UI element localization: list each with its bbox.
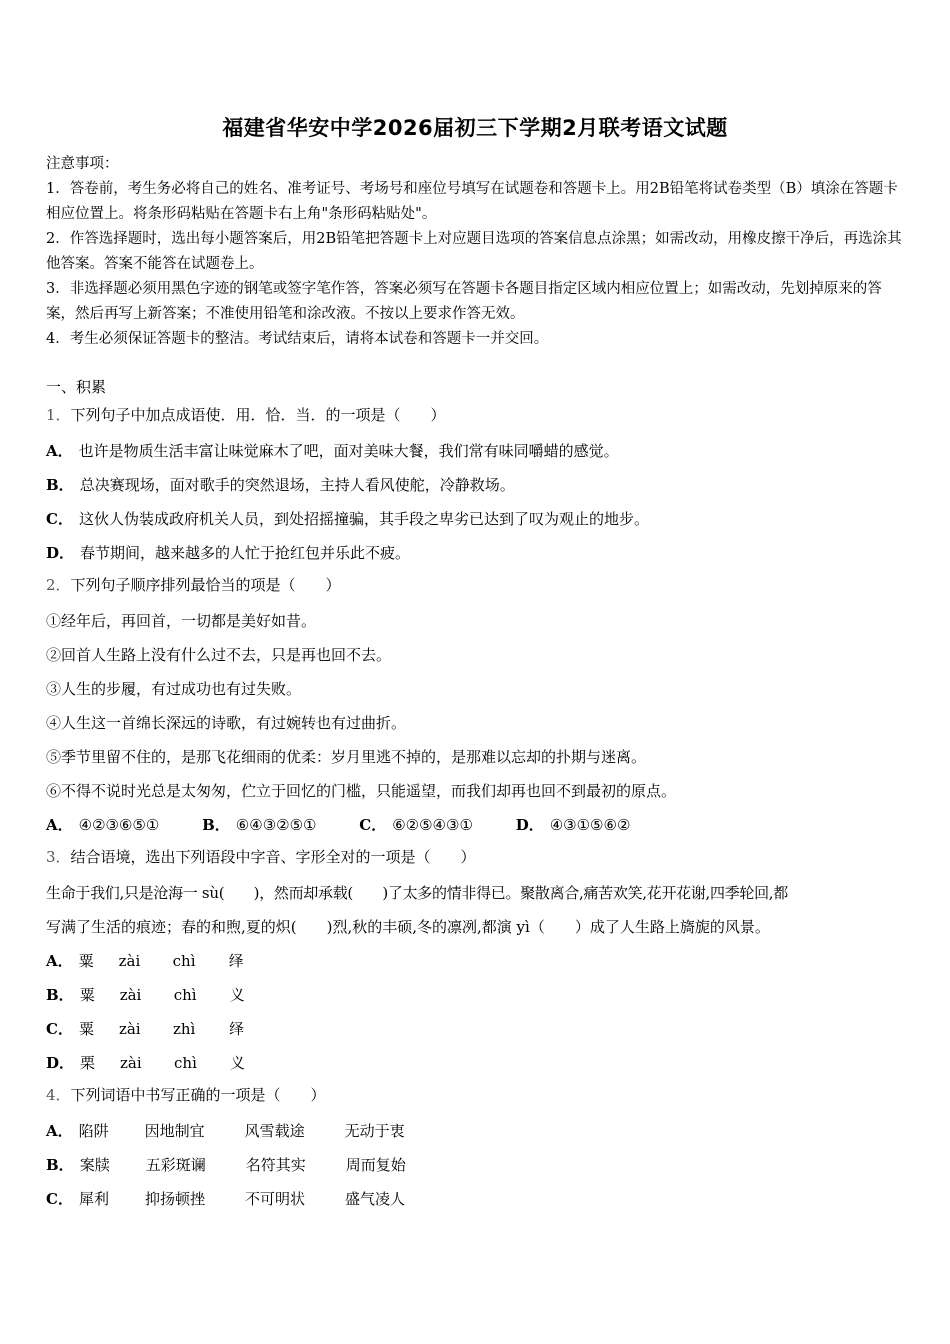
q2-option-c — [359, 808, 473, 842]
question-number: 3． — [46, 848, 71, 866]
question-number: 4． — [46, 1086, 71, 1104]
option-text: 春节期间，越来越多的人忙于抢红包并乐此不疲。 — [80, 544, 411, 562]
option-word: 周而复始 — [345, 1156, 406, 1174]
option-label: C． — [46, 510, 73, 528]
q3-passage — [46, 876, 914, 944]
option-word: 风雪载途 — [244, 1122, 305, 1140]
option-part: 粟 — [78, 1020, 94, 1038]
option-label: C． — [46, 1190, 73, 1208]
q3-option-c — [46, 1012, 914, 1046]
option-part: 绎 — [228, 952, 244, 970]
option-label: D． — [46, 1054, 75, 1072]
question-stem: 下列句子中加点成语使．用．恰．当．的一项是（ ） — [70, 406, 446, 424]
option-part: 绎 — [228, 1020, 244, 1038]
option-text: ⑥④③②⑤① — [235, 816, 317, 834]
q3-option-a — [46, 944, 914, 978]
q3-option-d — [46, 1046, 914, 1080]
option-text: ④②③⑥⑤① — [78, 816, 160, 834]
q3-option-b — [46, 978, 914, 1012]
q2-option-b — [202, 808, 316, 842]
question-1 — [46, 400, 914, 434]
option-label: A． — [46, 952, 73, 970]
option-label: B． — [46, 476, 74, 494]
notice-item-4: 4．考生必须保证答题卡的整洁。考试结束后，请将本试卷和答题卡一并交回。 — [46, 331, 549, 347]
q2-sentence: ①经年后，再回首，一切都是美好如昔。 — [46, 612, 317, 630]
q4-option-c — [46, 1182, 914, 1216]
q4-option-b — [46, 1148, 914, 1182]
option-part: 义 — [229, 986, 245, 1004]
option-part: zài — [119, 986, 142, 1004]
question-number: 2． — [46, 576, 71, 594]
question-stem: 下列句子顺序排列最恰当的项是（ ） — [70, 576, 341, 594]
notice-block — [46, 152, 906, 352]
q3-passage-line: 写满了生活的痕迹；春的和煦,夏的炽( )烈,秋的丰硕,冬的凛冽,都演 yì（ ）成了人生路上旖旎的风景。 — [46, 918, 770, 936]
q2-sentence: ②回首人生路上没有什么过不去，只是再也回不去。 — [46, 646, 392, 664]
question-stem: 下列词语中书写正确的一项是（ ） — [70, 1086, 326, 1104]
q1-option-b — [46, 468, 914, 502]
option-label: C． — [46, 1020, 73, 1038]
option-part: 义 — [230, 1054, 246, 1072]
option-label: B． — [46, 1156, 74, 1174]
exam-title: 福建省华安中学2026届初三下学期2月联考语文试题 — [222, 116, 728, 140]
notice-item-1: 1．答卷前，考生务必将自己的姓名、准考证号、考场号和座位号填写在试题卷和答题卡上。用2B铅笔将试卷类型（B）填涂在答题卡相应位置上。将条形码粘贴在答题卡右上角"条形码粘贴处"。 — [46, 181, 898, 222]
question-stem: 结合语境，选出下列语段中字音、字形全对的一项是（ ） — [70, 848, 476, 866]
option-word: 无动于衷 — [344, 1122, 405, 1140]
q2-options — [46, 808, 914, 842]
question-number: 1． — [46, 406, 71, 424]
q4-option-a — [46, 1114, 914, 1148]
option-part: 栗 — [80, 1054, 96, 1072]
option-text: ⑥②⑤④③① — [392, 816, 473, 834]
option-part: chì — [173, 986, 197, 1004]
option-label: A． — [46, 1122, 73, 1140]
option-word: 陷阱 — [78, 1122, 109, 1140]
option-text: ④③①⑤⑥② — [549, 816, 631, 834]
q2-option-a — [46, 808, 159, 842]
question-3 — [46, 842, 914, 876]
option-label: C． — [359, 816, 387, 834]
option-word: 案牍 — [79, 1156, 110, 1174]
option-word: 名符其实 — [245, 1156, 306, 1174]
q2-sentence: ⑥不得不说时光总是太匆匆，伫立于回忆的门槛，只能遥望，而我们却再也回不到最初的原点。 — [46, 782, 677, 800]
option-word: 因地制宜 — [144, 1122, 205, 1140]
q1-option-a — [46, 434, 914, 468]
option-part: zài — [118, 1020, 141, 1038]
option-label: D． — [46, 544, 75, 562]
exam-body — [46, 376, 914, 1216]
option-part: 粟 — [78, 952, 94, 970]
option-part: 粟 — [79, 986, 95, 1004]
section-heading: 一、积累 — [46, 378, 107, 396]
option-word: 盛气凌人 — [344, 1190, 405, 1208]
q2-sentence: ⑤季节里留不住的，是那飞花细雨的优柔：岁月里逃不掉的，是那难以忘却的扑期与迷离。 — [46, 748, 647, 766]
q2-option-d — [516, 808, 631, 842]
question-2 — [46, 570, 914, 604]
q3-passage-line: 生命于我们,只是沧海一 sù( )，然而却承载( )了太多的情非得已。聚散离合,痛苦欢笑,花开花谢,四季轮回,都 — [46, 884, 788, 902]
option-word: 犀利 — [78, 1190, 109, 1208]
option-word: 五彩斑谰 — [145, 1156, 206, 1174]
option-text: 总决赛现场，面对歌手的突然退场，主持人看风使舵，冷静救场。 — [79, 476, 515, 494]
q2-sentence: ④人生这一首绵长深远的诗歌，有过婉转也有过曲折。 — [46, 714, 407, 732]
option-word: 抑扬顿挫 — [144, 1190, 205, 1208]
option-text: 这伙人伪装成政府机关人员，到处招摇撞骗，其手段之卑劣已达到了叹为观止的地步。 — [78, 510, 649, 528]
q1-option-d — [46, 536, 914, 570]
notice-item-3: 3．非选择题必须用黑色字迹的钢笔或签字笔作答，答案必须写在答题卡各题目指定区域内相应位置上；如需改动，先划掉原来的答案，然后再写上新答案；不准使用铅笔和涂改液。不按以上要求作答无效。 — [46, 281, 882, 322]
option-label: A． — [46, 816, 73, 834]
q2-sentence: ③人生的步履，有过成功也有过失败。 — [46, 680, 302, 698]
option-part: chì — [174, 1054, 197, 1072]
option-label: B． — [202, 816, 230, 834]
option-part: zài — [118, 952, 141, 970]
notice-heading: 注意事项： — [46, 156, 119, 172]
option-part: zài — [120, 1054, 142, 1072]
notice-item-2: 2．作答选择题时，选出每小题答案后，用2B铅笔把答题卡上对应题目选项的答案信息点涂黑；如需改动，用橡皮擦干净后，再选涂其他答案。答案不能答在试题卷上。 — [46, 231, 902, 272]
option-word: 不可明状 — [244, 1190, 305, 1208]
option-label: A． — [46, 442, 73, 460]
q1-option-c — [46, 502, 914, 536]
question-4 — [46, 1080, 914, 1114]
option-label: D． — [515, 816, 544, 834]
option-label: B． — [46, 986, 74, 1004]
option-part: chì — [172, 952, 196, 970]
option-part: zhì — [172, 1020, 196, 1038]
option-text: 也许是物质生活丰富让味觉麻木了吧，面对美味大餐，我们常有味同嚼蜡的感觉。 — [78, 442, 619, 460]
